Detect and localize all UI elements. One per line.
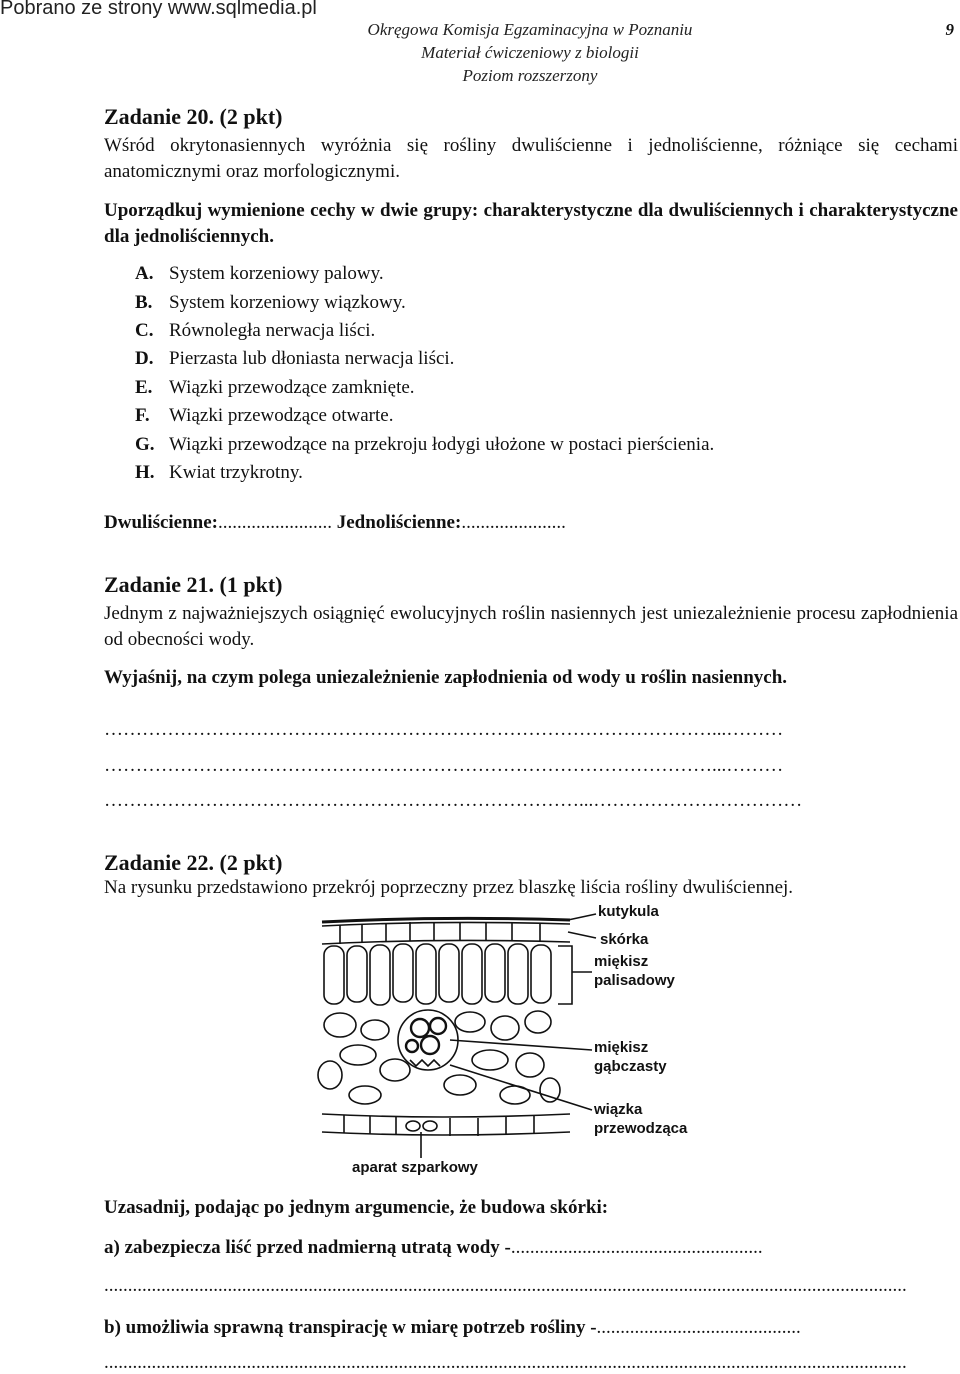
answer-line[interactable]: ......................................................................................................................................................................... [104, 1352, 907, 1373]
task22-intro: Na rysunku przedstawiono przekrój poprzeczny przez blaszkę liścia rośliny dwuliściennej. [104, 877, 794, 898]
option-item [135, 348, 454, 370]
option-text: Kwiat trzykrotny. [169, 462, 303, 483]
monocots-answer-field[interactable]: ...................... [461, 512, 566, 533]
task21-title-text: Zadanie 21. [104, 572, 215, 597]
task22-a-line[interactable] [104, 1237, 763, 1259]
task21-points: (1 pkt) [219, 572, 283, 597]
option-text: System korzeniowy palowy. [169, 263, 384, 284]
option-item [135, 292, 406, 314]
option-item [135, 320, 375, 342]
task20-answer-line[interactable] [104, 512, 566, 534]
answer-line[interactable]: …………………………………………………………………...…………………………… [104, 790, 803, 811]
task22-points: (2 pkt) [219, 850, 283, 875]
option-item [135, 462, 303, 484]
task21-intro: Jednym z najważniejszych osiągnięć ewolucyjnych roślin nasiennych jest uniezależnienie procesu zapłodnienia od obecności wody. [104, 603, 958, 650]
task22-b-line[interactable] [104, 1317, 801, 1339]
task22-a-label: a) zabezpiecza liść przed nadmierną utratą wody - [104, 1237, 511, 1258]
task22-b-label: b) umożliwia sprawną transpirację w miarę potrzeb rośliny - [104, 1317, 597, 1338]
option-letter: D. [135, 348, 154, 369]
label-vascular-bundle: wiązka przewodząca [594, 1101, 688, 1137]
label-spongy: miękisz gąbczasty [594, 1039, 667, 1075]
monocots-label: Jednoliścienne: [336, 512, 462, 533]
task22-command: Uzasadnij, podając po jednym argumencie, że budowa skórki: [104, 1197, 609, 1218]
option-text: Równoległa nerwacja liści. [169, 320, 376, 341]
option-item [135, 263, 384, 285]
header-level: Poziom rozszerzony [462, 66, 598, 85]
task21-title [104, 572, 282, 598]
task20-title [104, 104, 282, 130]
leaf-cross-section-figure [300, 900, 700, 1180]
task20-title-text: Zadanie 20. [104, 104, 215, 129]
option-text: System korzeniowy wiązkowy. [169, 292, 406, 313]
dicots-label: Dwuliścienne: [104, 512, 218, 533]
answer-line[interactable]: ......................................................................................................................................................................... [104, 1275, 907, 1296]
dicots-answer-field[interactable]: ........................ [218, 512, 332, 533]
label-stoma: aparat szparkowy [352, 1159, 478, 1176]
option-letter: B. [135, 292, 153, 313]
label-cuticle: kutykula [598, 903, 659, 920]
header-exam-board: Okręgowa Komisja Egzaminacyjna w Poznaniu [367, 20, 693, 39]
task22-title [104, 850, 282, 876]
option-letter: A. [135, 263, 154, 284]
option-text: Wiązki przewodzące otwarte. [169, 405, 394, 426]
option-text: Wiązki przewodzące zamknięte. [169, 377, 415, 398]
header-material: Materiał ćwiczeniowy z biologii [421, 43, 639, 62]
page-number: 9 [945, 20, 954, 39]
option-letter: E. [135, 377, 153, 398]
task22-b-answer[interactable]: ........................................... [596, 1317, 801, 1338]
task21-command: Wyjaśnij, na czym polega uniezależnienie zapłodnienia od wody u roślin nasiennych. [104, 667, 788, 688]
option-text: Wiązki przewodzące na przekroju łodygi ułożone w postaci pierścienia. [169, 434, 715, 455]
option-item [135, 405, 393, 427]
label-palisade: miękisz palisadowy [594, 953, 675, 989]
option-letter: H. [135, 462, 155, 483]
option-item [135, 434, 714, 456]
task20-intro: Wśród okrytonasiennych wyróżnia się rośliny dwuliścienne i jednoliścienne, różniące się cechami anatomicznymi oraz morfologicznymi. [104, 135, 958, 182]
option-letter: G. [135, 434, 155, 455]
task20-command: Uporządkuj wymienione cechy w dwie grupy: charakterystyczne dla dwuliściennych i charakterystyczne dla jednoliściennych. [104, 200, 958, 247]
task22-a-answer[interactable]: ..................................................... [510, 1237, 763, 1258]
source-watermark: Pobrano ze strony www.sqlmedia.pl [0, 0, 317, 19]
option-letter: F. [135, 405, 150, 426]
option-text: Pierzasta lub dłoniasta nerwacja liści. [169, 348, 455, 369]
option-item [135, 377, 415, 399]
label-epidermis: skórka [600, 931, 649, 948]
answer-line[interactable]: ……………………………………………………………………………………...……… [104, 719, 784, 740]
task22-title-text: Zadanie 22. [104, 850, 215, 875]
option-letter: C. [135, 320, 154, 341]
task20-points: (2 pkt) [219, 104, 283, 129]
answer-line[interactable]: ……………………………………………………………………………………...……… [104, 755, 784, 776]
